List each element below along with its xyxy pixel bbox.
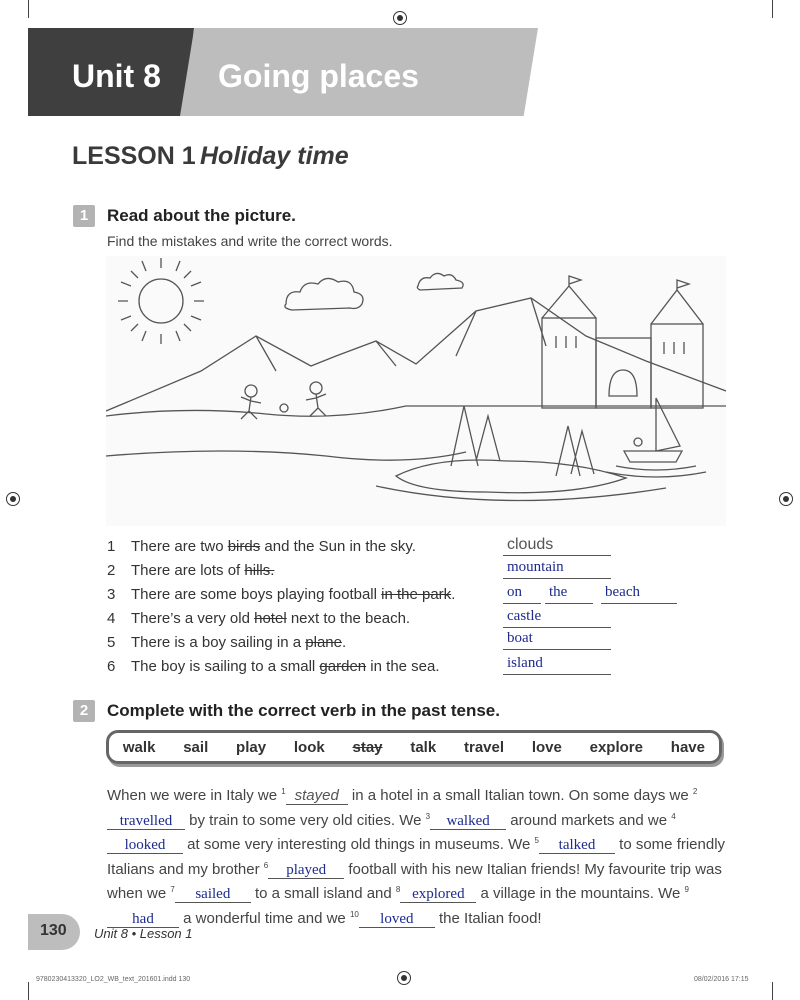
holiday-scene-illustration [106, 256, 726, 526]
word-bank-item: play [236, 738, 267, 756]
unit-label: Unit 8 [72, 58, 161, 94]
exercise-title: Complete with the correct verb in the past tense. [107, 701, 500, 720]
lesson-number: LESSON 1 [72, 142, 196, 170]
exercise-badge: 1 [73, 205, 95, 227]
answer-field-example[interactable]: clouds [503, 536, 611, 556]
footer-label: Unit 8 • Lesson 1 [94, 926, 193, 941]
crop-mark [28, 0, 29, 18]
word-bank-item: walk [122, 738, 156, 756]
answer-field[interactable]: island [503, 655, 611, 675]
answer-field[interactable]: the [545, 584, 593, 604]
sentence-row: 2 There are lots of hills. [107, 562, 275, 579]
gap-field[interactable]: travelled [107, 813, 185, 830]
gap-field[interactable]: had [107, 911, 179, 928]
registration-mark-icon [393, 11, 407, 25]
word-bank-item: look [293, 738, 325, 756]
registration-mark-icon [6, 492, 20, 506]
sentence-row: 3 There are some boys playing football in the park. [107, 586, 456, 603]
word-bank-item: love [531, 738, 562, 756]
lesson-title: Holiday time [200, 142, 349, 170]
word-bank-item: explore [589, 738, 643, 756]
gap-field[interactable]: explored [400, 886, 476, 903]
word-bank-item: travel [463, 738, 505, 756]
gap-field-example[interactable]: stayed [286, 788, 348, 805]
sentence-row: 1 There are two birds and the Sun in the sky. [107, 538, 416, 555]
word-bank [106, 730, 722, 764]
answer-field[interactable]: castle [503, 608, 611, 628]
word-bank-item: have [670, 738, 705, 756]
answer-field[interactable]: on [503, 584, 541, 604]
answer-field[interactable]: beach [601, 584, 677, 604]
print-slug-date: 08/02/2016 17:15 [694, 976, 749, 983]
sentence-row: 6 The boy is sailing to a small garden in the sea. [107, 658, 440, 675]
gap-field[interactable]: talked [539, 837, 615, 854]
answer-field[interactable]: boat [503, 630, 611, 650]
sentence-row: 5 There is a boy sailing in a plane. [107, 634, 347, 651]
gap-field[interactable]: looked [107, 837, 183, 854]
word-bank-item: sail [183, 738, 209, 756]
page-number: 130 [40, 922, 67, 939]
exercise-title: Read about the picture. [107, 206, 296, 225]
exercise-badge: 2 [73, 700, 95, 722]
crop-mark [28, 982, 29, 1000]
registration-mark-icon [779, 492, 793, 506]
print-slug-file: 9780230413320_LO2_WB_text_201601.indd 130 [36, 976, 191, 983]
sentence-row: 4 There’s a very old hotel next to the beach. [107, 610, 411, 627]
unit-title: Going places [218, 58, 419, 94]
crop-mark [772, 982, 773, 1000]
gap-field[interactable]: walked [430, 813, 506, 830]
exercise-instruction: Find the mistakes and write the correct words. [107, 233, 393, 249]
answer-field[interactable]: mountain [503, 559, 611, 579]
word-bank-item-used: stay [352, 738, 383, 756]
crop-mark [772, 0, 773, 18]
gap-field[interactable]: loved [359, 911, 435, 928]
gap-field[interactable]: sailed [175, 886, 251, 903]
gap-field[interactable]: played [268, 862, 344, 879]
registration-mark-icon [397, 971, 411, 985]
gap-fill-paragraph: When we were in Italy we $^1$ stayed in a hotel in a small Italian town. On some days we $^2$travelled by train to some very old cities. We $^3$ walked around markets and we $^4$looked at some very interesting old things in museums. We $^5$ talked to some friendly Italians and my brother $^6$ played football with his new Italian friends! My favourite trip was when we $^7$ sailed to a small island and $^8$ explored a village in the mountains. We $^9$had a wonderful time and we $^{10}$ loved the Italian food! [107, 787, 726, 927]
word-bank-item: talk [410, 738, 437, 756]
